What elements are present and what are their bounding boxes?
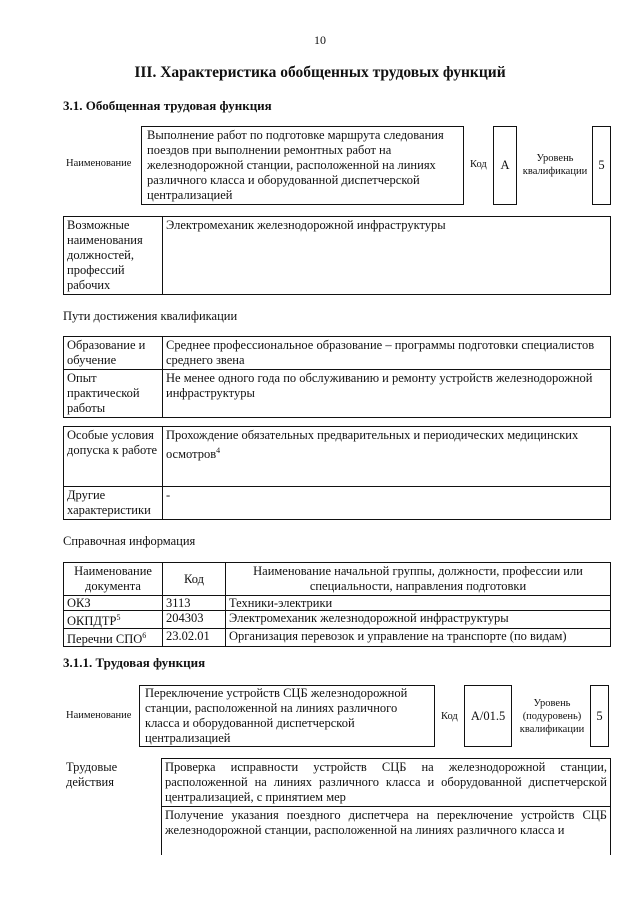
doc-name: ОКЗ: [67, 596, 91, 610]
table-row-doc: [64, 629, 163, 647]
function-name-box: [139, 685, 435, 747]
actions-table: [63, 758, 611, 855]
paths-row-label: Опыт практической работы: [64, 370, 163, 418]
function-name-box: [141, 126, 464, 205]
code-label: Код: [470, 159, 487, 170]
paths-row-value: Не менее одного года по обслуживанию и ремонту устройств железнодорожной инфраструктуры: [163, 370, 611, 418]
level-box: [590, 685, 609, 747]
name-label: Наименование: [66, 710, 132, 721]
reference-header: Наименование начальной группы, должности, профессии или специальности, направления подготовки: [226, 563, 611, 596]
table-row-code: 23.02.01: [163, 629, 226, 647]
positions-value: Электромеханик железнодорожной инфраструктуры: [163, 217, 611, 295]
action-item: Проверка исправности устройств СЦБ на железнодорожной станции, расположенной на линиях различного класса и оборудованной диспетчерской централизацией, с принятием мер: [162, 759, 611, 807]
paths-row-value: Среднее профессиональное образование – программы подготовки специалистов среднего звена: [163, 337, 611, 370]
paths-table: [63, 336, 611, 418]
special-table: [63, 426, 611, 520]
special-row-value: -: [163, 487, 611, 520]
special-row-label: Другие характеристики: [64, 487, 163, 520]
doc-name: Перечни СПО: [67, 632, 143, 647]
table-row-name: Техники-электрики: [226, 596, 611, 611]
action-item: Получение указания поездного диспетчера на переключение устройств СЦБ железнодорожной станции, расположенной на линиях различного класса и: [162, 807, 611, 856]
table-row-doc: [64, 596, 163, 611]
footnote-mark: 4: [216, 446, 221, 455]
function-name: Переключение устройств СЦБ железнодорожной станции, расположенной на линиях различного класса и оборудованной диспетчерской централизацией: [145, 686, 408, 745]
name-label: Наименование: [66, 158, 132, 169]
level-box: [592, 126, 611, 205]
table-row-doc: [64, 611, 163, 629]
table-row-name: Организация перевозок и управление на транспорте (по видам): [226, 629, 611, 647]
section-heading: 3.1.1. Трудовая функция: [63, 655, 206, 670]
code-label: Код: [441, 711, 458, 722]
level-label: Уровень (подуровень) квалификации: [519, 698, 585, 735]
reference-heading: Справочная информация: [63, 534, 196, 548]
page-number: 10: [314, 33, 326, 47]
paths-row-label: Образование и обучение: [64, 337, 163, 370]
table-row-code: 204303: [163, 611, 226, 629]
positions-label: Возможные наименования должностей, профессий рабочих: [64, 217, 163, 295]
page-title: III. Характеристика обобщенных трудовых функций: [134, 64, 506, 81]
section-heading: 3.1. Обобщенная трудовая функция: [63, 98, 272, 113]
special-row-label: Особые условия допуска к работе: [64, 427, 163, 487]
reference-header: Код: [163, 563, 226, 596]
code-value: А: [500, 158, 510, 172]
actions-label: Трудовые действия: [63, 759, 162, 856]
function-name: Выполнение работ по подготовке маршрута следования поездов при выполнении ремонтных работ на железнодорожной станции, расположенной на линиях различного класса и оборудованной диспетчерской централизацией: [147, 128, 444, 202]
special-row-value: Прохождение обязательных предварительных и периодических медицинских осмотров: [166, 428, 579, 462]
reference-header: Наименование документа: [64, 563, 163, 596]
doc-name: ОКПДТР: [67, 614, 117, 629]
table-row-name: Электромеханик железнодорожной инфраструктуры: [226, 611, 611, 629]
paths-heading: Пути достижения квалификации: [63, 309, 238, 323]
footnote-mark: 5: [116, 613, 121, 622]
code-box: [464, 685, 512, 747]
reference-table: [63, 562, 611, 647]
code-box: [493, 126, 517, 205]
level-value: 5: [596, 708, 603, 723]
code-value: А/01.5: [470, 708, 506, 723]
level-value: 5: [598, 158, 605, 172]
positions-table: [63, 216, 611, 295]
level-label: Уровень квалификации: [522, 153, 588, 177]
table-row-code: 3113: [163, 596, 226, 611]
footnote-mark: 6: [142, 631, 147, 641]
